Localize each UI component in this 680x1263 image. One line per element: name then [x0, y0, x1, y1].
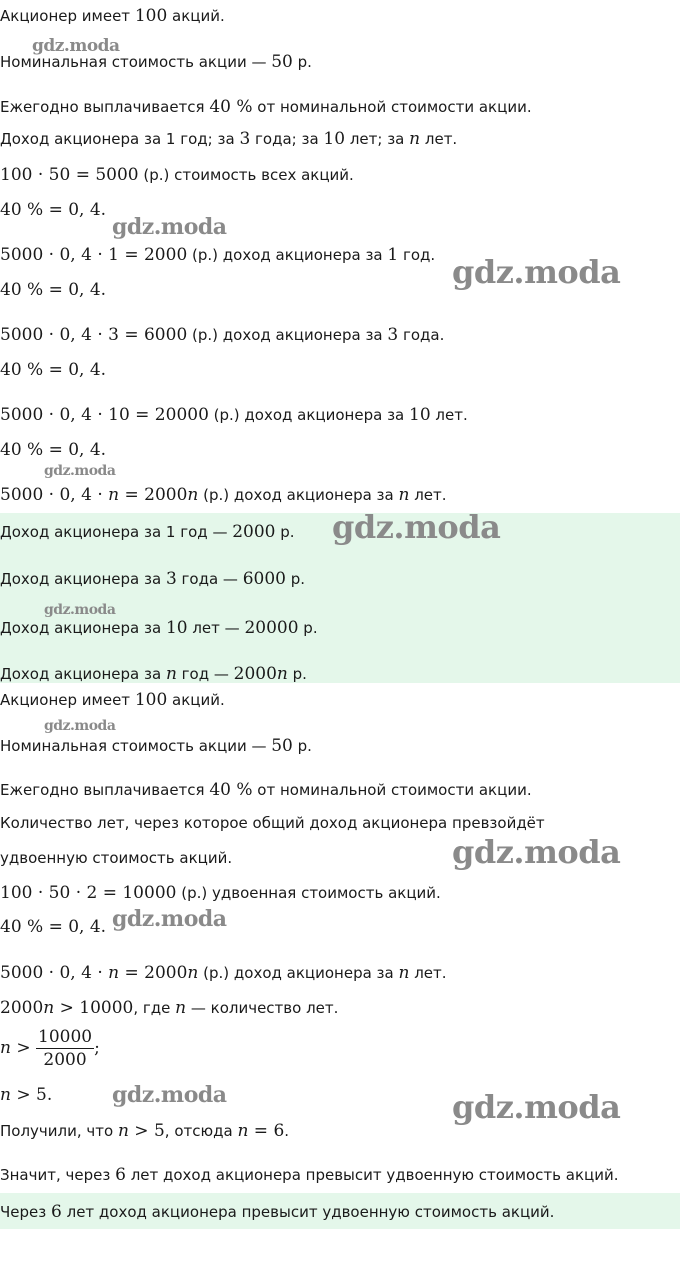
fraction: $\frac{10000}{2000}$	[38, 1027, 93, 1070]
text-line: Ежегодно выплачивается 40 % от номинальной стоимости акции.	[0, 97, 532, 117]
text-line: Значит, через 6 лет доход акционера превысит удвоенную стоимость акций.	[0, 1165, 619, 1185]
math-line: 40 % = 0, 4.	[0, 360, 107, 380]
math-line: n > 5.	[0, 1085, 53, 1105]
watermark: gdz.moda	[452, 833, 621, 871]
watermark: gdz.moda	[452, 1088, 621, 1126]
answer-line: Через 6 лет доход акционера превысит удвоенную стоимость акций.	[0, 1202, 555, 1222]
text-line: 5000 · 0, 4 · 10 = 20000 (р.) доход акционера за 10 лет.	[0, 405, 468, 425]
answer-line: Доход акционера за 3 года — 6000 р.	[0, 569, 306, 589]
watermark: gdz.moda	[44, 602, 116, 618]
math-line: 40 % = 0, 4.	[0, 200, 107, 220]
watermark: gdz.moda	[452, 253, 621, 291]
math-line: 40 % = 0, 4.	[0, 917, 107, 937]
text-line: 5000 · 0, 4 · n = 2000n (р.) доход акционера за n лет.	[0, 485, 447, 505]
text-line: Акционер имеет 100 акций.	[0, 690, 225, 710]
text-line: Доход акционера за 1 год; за 3 года; за 10 лет; за n лет.	[0, 129, 458, 149]
answer-line: Доход акционера за 1 год — 2000 р.	[0, 522, 295, 542]
text-line: Акционер имеет 100 акций.	[0, 6, 225, 26]
text-line: 5000 · 0, 4 · n = 2000n (р.) доход акционера за n лет.	[0, 963, 447, 983]
watermark: gdz.moda	[112, 214, 227, 240]
answer-line: Доход акционера за 10 лет — 20000 р.	[0, 618, 318, 638]
watermark: gdz.moda	[112, 1082, 227, 1108]
watermark: gdz.moda	[32, 36, 120, 56]
text-line: 100 · 50 · 2 = 10000 (р.) удвоенная стоимость акций.	[0, 883, 441, 903]
watermark: gdz.moda	[332, 508, 501, 546]
watermark: gdz.moda	[44, 463, 116, 479]
text-line: Получили, что n > 5, отсюда n = 6.	[0, 1121, 290, 1141]
watermark: gdz.moda	[112, 906, 227, 932]
answer-line-clipped: Доход акционера за n год — 2000n р.	[0, 664, 307, 682]
text-line: 2000n > 10000, где n — количество лет.	[0, 998, 339, 1018]
text-line: 100 · 50 = 5000 (р.) стоимость всех акций.	[0, 165, 354, 185]
text-line: удвоенную стоимость акций.	[0, 849, 233, 867]
text-line: 5000 · 0, 4 · 1 = 2000 (р.) доход акционера за 1 год.	[0, 245, 436, 265]
text-line: Номинальная стоимость акции — 50 р.	[0, 52, 312, 72]
math-line: 40 % = 0, 4.	[0, 440, 107, 460]
text-line: Количество лет, через которое общий доход акционера превзойдёт	[0, 814, 545, 832]
text-line: Ежегодно выплачивается 40 % от номинальной стоимости акции.	[0, 780, 532, 800]
text-line: Номинальная стоимость акции — 50 р.	[0, 736, 312, 756]
fraction-line: n > $\frac{10000}{2000}$ ;	[0, 1027, 100, 1070]
watermark: gdz.moda	[44, 718, 116, 734]
text-line: 5000 · 0, 4 · 3 = 6000 (р.) доход акционера за 3 года.	[0, 325, 445, 345]
math-line: 40 % = 0, 4.	[0, 280, 107, 300]
